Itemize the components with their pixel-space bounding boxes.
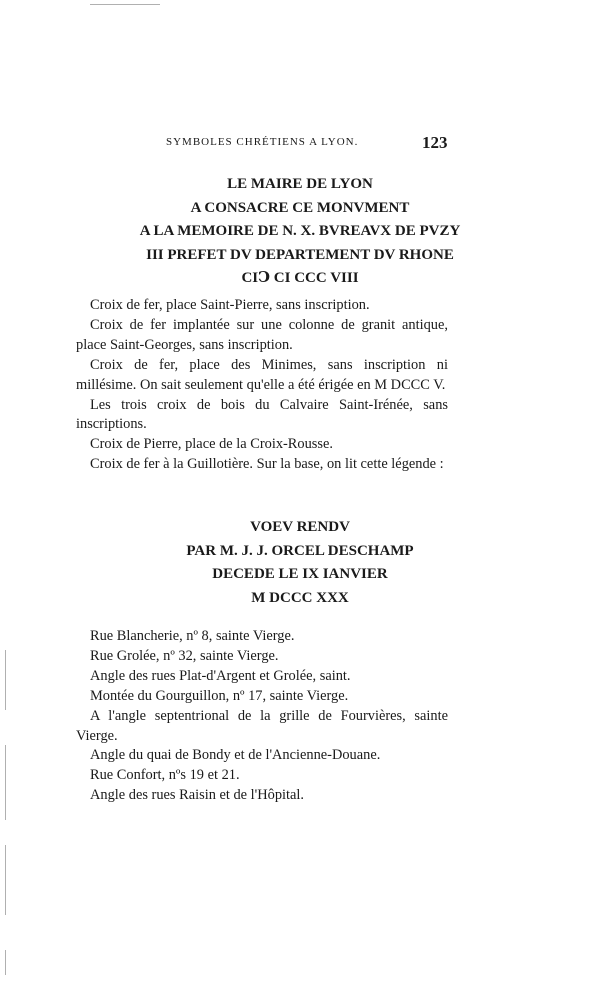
inscription-line: CIↃ CI CCC VIII bbox=[241, 270, 359, 286]
inscription-line: DECEDE LE IX IANVIER bbox=[212, 566, 388, 582]
inscription-line: M DCCC XXX bbox=[251, 589, 349, 606]
paragraph: Croix de Pierre, place de la Croix-Rousse. bbox=[90, 436, 333, 453]
paragraph: A l'angle septentrional de la grille de Fourvières, sainte Vierge. bbox=[76, 707, 448, 744]
scan-mark-top bbox=[90, 4, 160, 5]
scan-mark-left bbox=[5, 650, 6, 710]
scan-mark-left-4 bbox=[5, 950, 6, 975]
paragraph: Angle des rues Raisin et de l'Hôpital. bbox=[90, 787, 305, 804]
paragraph: Rue Confort, nºs 19 et 21. bbox=[90, 767, 240, 784]
page-number: 123 bbox=[422, 133, 448, 152]
paragraph: Angle des rues Plat-d'Argent et Grolée, saint. bbox=[90, 667, 351, 684]
inscription-monument bbox=[0, 173, 600, 291]
inscription-line: III PREFET DV DEPARTEMENT DV RHONE bbox=[146, 246, 454, 263]
crosses-list bbox=[76, 296, 448, 475]
paragraph: Croix de fer, place Saint-Pierre, sans inscription. bbox=[90, 297, 370, 313]
running-head bbox=[0, 133, 600, 154]
running-title: SYMBOLES CHRÉTIENS A LYON. bbox=[166, 136, 359, 148]
inscription-line: LE MAIRE DE LYON bbox=[227, 176, 373, 192]
inscription-line: A LA MEMOIRE DE N. X. BVREAVX DE PVZY bbox=[139, 223, 461, 239]
paragraph: Croix de fer implantée sur une colonne de granit antique, place Saint-Georges, sans inscription. bbox=[76, 316, 448, 353]
paragraph: Rue Blancherie, nº 8, sainte Vierge. bbox=[90, 628, 295, 644]
scan-mark-left-2 bbox=[5, 745, 6, 820]
paragraph: Angle du quai de Bondy et de l'Ancienne-Douane. bbox=[90, 747, 381, 764]
paragraph: Croix de fer, place des Minimes, sans inscription ni millésime. On sait seulement qu'elle a été érigée en M DCCC V. bbox=[76, 356, 448, 393]
statues-list bbox=[76, 627, 448, 806]
paragraph: Montée du Gourguillon, nº 17, sainte Vierge. bbox=[90, 687, 349, 704]
inscription-guillotiere bbox=[0, 516, 600, 610]
inscription-line: VOEV RENDV bbox=[250, 519, 350, 535]
paragraph: Croix de fer à la Guillotière. Sur la base, on lit cette légende : bbox=[90, 456, 444, 473]
scan-mark-left-3 bbox=[5, 845, 6, 915]
paragraph: Les trois croix de bois du Calvaire Saint-Irénée, sans inscriptions. bbox=[76, 396, 448, 433]
paragraph: Rue Grolée, nº 32, sainte Vierge. bbox=[90, 647, 279, 664]
inscription-line: A CONSACRE CE MONVMENT bbox=[190, 199, 410, 216]
inscription-line: PAR M. J. J. ORCEL DESCHAMP bbox=[186, 542, 414, 559]
